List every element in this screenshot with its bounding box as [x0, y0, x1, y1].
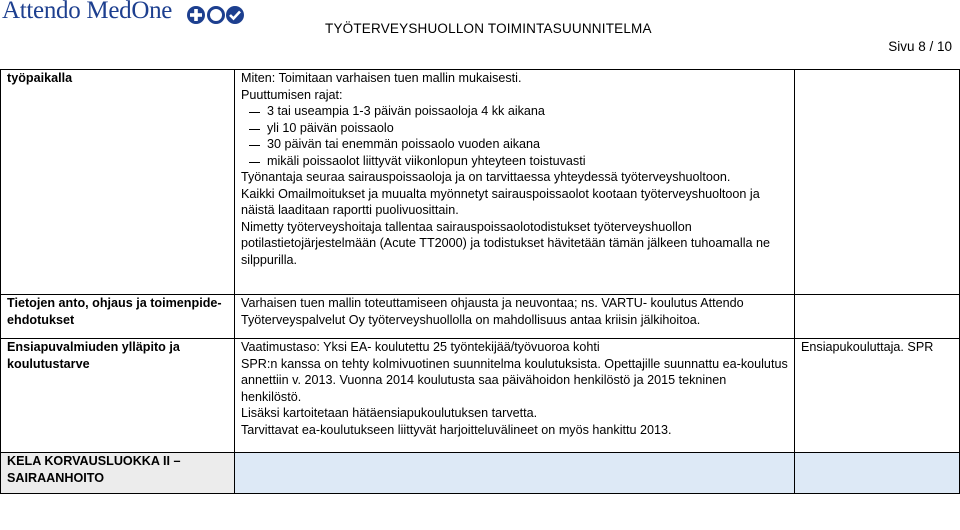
- row-note: [795, 295, 960, 339]
- row-content: [235, 70, 795, 295]
- list-item: mikäli poissaolot liittyvät viikonlopun yhteyteen toistuvasti: [241, 153, 788, 170]
- content-line: Työnantaja seuraa sairauspoissaoloja ja on tarvittaessa yhteydessä työterveyshuoltoon.: [241, 170, 731, 184]
- row-label: Ensiapuvalmiuden ylläpito ja koulutustarve: [1, 339, 235, 453]
- page-number: Sivu 8 / 10: [888, 39, 952, 54]
- content-line: SPR:n kanssa on tehty kolmivuotinen suunnitelma koulutuksista. Opettajille suunnattu ea-koulutus annettiin v. 2013. Vuonna 2014 koulutusta saa päivähoidon henkilöstö ja 2015 tekninen henkilöstö.: [241, 356, 788, 404]
- table-row: [1, 453, 960, 494]
- content-line: Kaikki Omailmoitukset ja muualta myönnetyt sairauspoissaolot kootaan työterveyshuoltoon ja näistä laaditaan raportti puolivuosittain.: [241, 186, 760, 217]
- content-line: Miten: Toimitaan varhaisen tuen mallin mukaisesti.: [241, 71, 522, 85]
- list-item: yli 10 päivän poissaolo: [241, 120, 788, 137]
- content-line: Nimetty työterveyshoitaja tallentaa sairauspoissaolotodistukset työterveyshuollon potilastietojärjestelmään (Acute TT2000) ja todistukset hävitetään tämän jälkeen tuhoamalla ne silppurilla.: [241, 219, 771, 267]
- content-line: Tarvittavat ea-koulutukseen liittyvät harjoitteluvälineet on myös hankittu 2013.: [241, 422, 672, 437]
- table-row: [1, 295, 960, 339]
- row-note: [795, 70, 960, 295]
- logo: [0, 0, 300, 34]
- row-label: KELA KORVAUSLUOKKA II – SAIRAANHOITO: [1, 453, 235, 494]
- plan-table: [0, 69, 960, 494]
- list-item: 3 tai useampia 1-3 päivän poissaoloja 4 kk aikana: [241, 103, 788, 120]
- row-content: [235, 453, 795, 494]
- logo-text: Attendo MedOne: [2, 0, 173, 24]
- table-row: [1, 339, 960, 453]
- row-label: Tietojen anto, ohjaus ja toimenpide-ehdotukset: [1, 295, 235, 339]
- content-line: Vaatimustaso: Yksi EA- koulutettu 25 työntekijää/työvuoroa kohti: [241, 340, 600, 354]
- row-note: [795, 453, 960, 494]
- row-note: Ensiapukouluttaja. SPR: [795, 339, 960, 453]
- document-title: TYÖTERVEYSHUOLLON TOIMINTASUUNNITELMA: [325, 21, 652, 36]
- row-label: työpaikalla: [1, 70, 235, 295]
- row-content: Varhaisen tuen mallin toteuttamiseen ohjausta ja neuvontaa; ns. VARTU- koulutus Attendo Työterveyspalvelut Oy työterveyshuollolla on mahdollisuus antaa kriisin jälkihoitoa.: [235, 295, 795, 339]
- list-item: 30 päivän tai enemmän poissaolo vuoden aikana: [241, 136, 788, 153]
- dash-list: [241, 103, 788, 169]
- content-line: Puuttumisen rajat:: [241, 87, 343, 102]
- attendo-logo-icon: [186, 4, 246, 26]
- table-row: [1, 70, 960, 295]
- content-line: Lisäksi kartoitetaan hätäensiapukoulutuksen tarvetta.: [241, 406, 538, 420]
- row-content: [235, 339, 795, 453]
